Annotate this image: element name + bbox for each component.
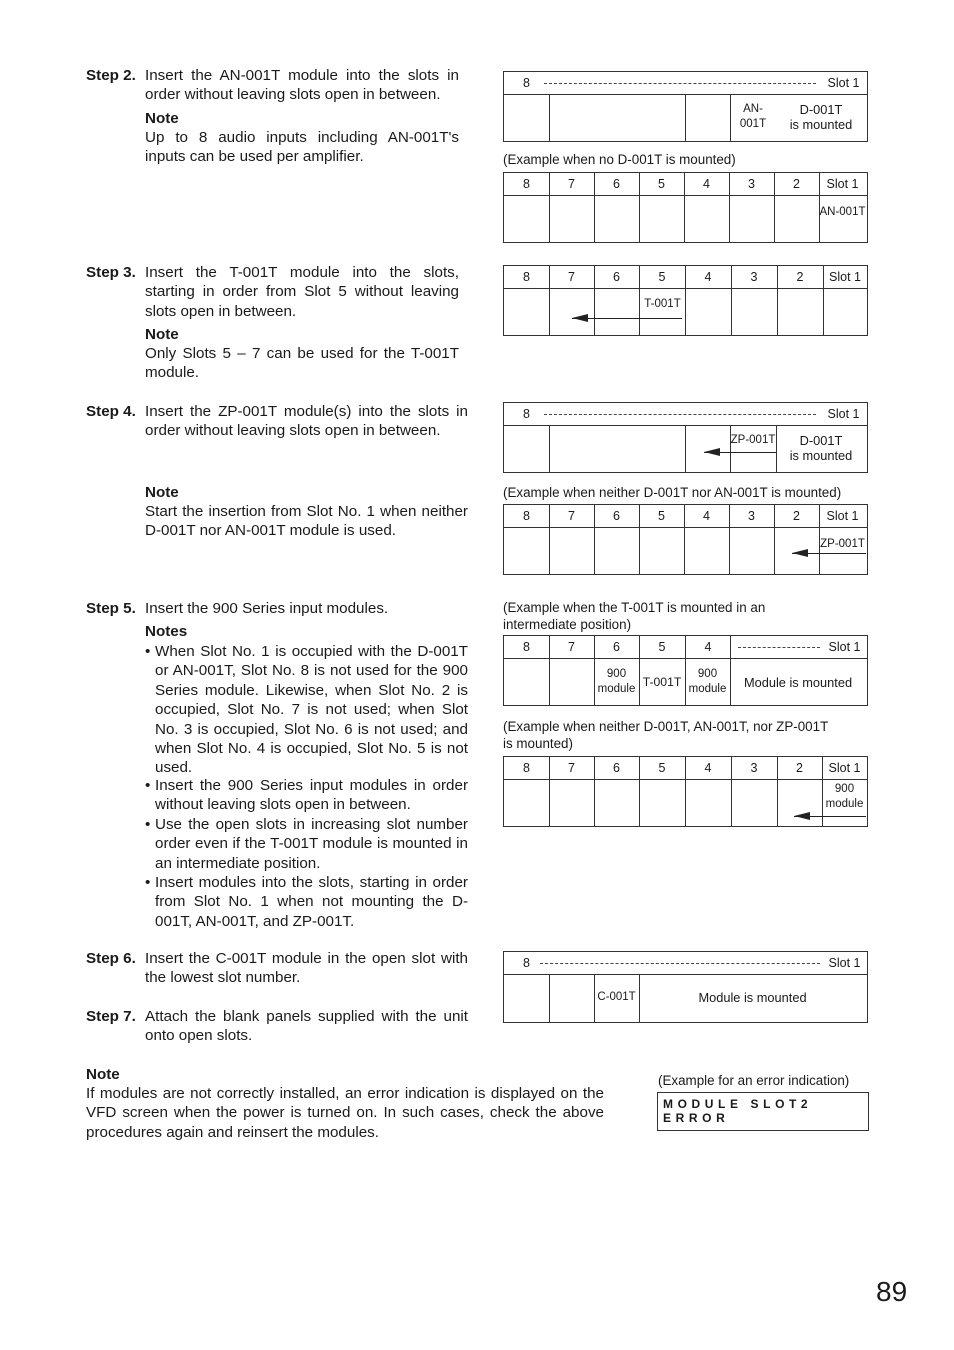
slot-number: 7	[568, 509, 575, 523]
slot-number: 4	[704, 761, 712, 775]
slot-number: 8	[523, 956, 530, 970]
slot-number: 6	[613, 509, 620, 523]
step5-bullet-1: When Slot No. 1 is occupied with the D-001T or AN-001T, Slot No. 8 is not used for the 900 Series module. Likewise, when Slot No. 2 is occupied, Slot No. 7 is not used; when Slot No. 3 is occupied, Slot No. 6 is not used; and when Slot No. 4 is occupied, Slot No. 5 is not used.	[155, 643, 468, 777]
step3-label: Step 3.	[86, 264, 136, 281]
caption-t001t-intermediate	[503, 599, 765, 633]
step2-note-text: Up to 8 audio inputs including AN-001T's inputs can be used per amplifier.	[145, 129, 459, 166]
step4-label: Step 4.	[86, 403, 136, 420]
slot-number: 4	[704, 640, 712, 654]
arrow-left-icon	[792, 549, 808, 557]
slot-number: 8	[523, 761, 530, 775]
slot-number: 3	[750, 761, 758, 775]
slot-number: 8	[523, 509, 530, 523]
mounted-line2: is mounted	[789, 117, 853, 132]
caption-error: (Example for an error indication)	[658, 1073, 850, 1088]
slot-number: 8	[523, 640, 530, 654]
slot-number: 8	[523, 270, 530, 284]
step5-bullet-3: Use the open slots in increasing slot number order even if the T-001T module is mounted in an intermediate position.	[155, 816, 468, 872]
diagram-zp001t-no-d001t	[503, 504, 868, 575]
slot1-label: Slot 1	[828, 761, 861, 775]
step6-text: Insert the C-001T module in the open slot with the lowest slot number.	[145, 950, 468, 987]
diagram-zp001t-with-d001t	[503, 402, 868, 473]
arrow-left-icon	[704, 448, 720, 456]
caption-no-d001t: (Example when no D-001T is mounted)	[503, 152, 736, 167]
slot1-label: Slot 1	[828, 956, 861, 970]
slot-number: 5	[658, 509, 665, 523]
diagram-an001t-no-d001t	[503, 172, 868, 243]
slot-number: 2	[793, 177, 800, 191]
slot1-label: Slot 1	[826, 177, 859, 191]
mounted-label	[776, 433, 866, 463]
step5-bullet-2: Insert the 900 Series input modules in order without leaving slots open in between.	[155, 777, 468, 814]
mounted-label	[776, 102, 866, 132]
diagram-t001t-intermediate	[503, 635, 868, 706]
slot-number: 8	[523, 407, 530, 421]
arrow-line	[572, 318, 682, 319]
step2-label: Step 2.	[86, 67, 136, 84]
diagram-900-slot1	[503, 756, 868, 827]
step2-note-title: Note	[145, 110, 179, 127]
module-label: AN-001T	[819, 206, 866, 218]
label-line2: module	[597, 683, 636, 695]
slot1-label: Slot 1	[828, 640, 861, 654]
slot-number: 7	[568, 177, 575, 191]
step4-text: Insert the ZP-001T module(s) into the slots in order without leaving slots open in between.	[145, 403, 468, 440]
slot-number: 2	[796, 270, 804, 284]
slot-number: 6	[613, 761, 620, 775]
slot1-label: Slot 1	[829, 270, 861, 284]
label-line1: 900	[697, 668, 718, 680]
page-number: 89	[876, 1276, 908, 1307]
step4-note-title: Note	[145, 484, 179, 501]
caption-line2: is mounted)	[503, 736, 573, 751]
diagram-c001t	[503, 951, 868, 1023]
slot-number: 4	[703, 177, 710, 191]
caption-no-modules	[503, 718, 828, 752]
vfd-error-text: MODULE SLOT2 ERROR	[663, 1097, 813, 1125]
label-line1: 900	[606, 668, 627, 680]
final-note-title: Note	[86, 1066, 120, 1083]
label-line2: module	[688, 683, 727, 695]
slot-number: 8	[523, 177, 530, 191]
slot-number: 3	[750, 270, 758, 284]
module-900-label	[822, 782, 867, 812]
mounted-line1: D-001T	[799, 433, 843, 448]
module-label: C-001T	[597, 991, 636, 1003]
slot-number: 2	[796, 761, 803, 775]
slot-number: 5	[658, 640, 666, 654]
diagram-an001t-with-d001t	[503, 71, 868, 142]
diagram-t001t	[503, 265, 868, 336]
module-label: AN-001T	[739, 103, 767, 130]
module-t001t-label: T-001T	[642, 675, 682, 689]
mounted-line1: D-001T	[799, 102, 843, 117]
module-900-label	[594, 667, 639, 697]
arrow-left-icon	[572, 314, 588, 322]
slot-number: 4	[703, 509, 710, 523]
bullet-dot: •	[145, 643, 151, 660]
slot1-label: Slot 1	[826, 509, 859, 523]
caption-line1: (Example when neither D-001T, AN-001T, nor ZP-001T	[503, 719, 829, 734]
mounted-line2: is mounted	[789, 448, 853, 463]
caption-line1: (Example when the T-001T is mounted in an	[503, 600, 766, 615]
step4-note-text: Start the insertion from Slot No. 1 when neither D-001T nor AN-001T module is used.	[145, 503, 468, 540]
slot-number: 7	[568, 761, 575, 775]
slot1-label: Slot 1	[827, 76, 860, 90]
label-line2: module	[825, 798, 864, 810]
step5-bullet-4: Insert modules into the slots, starting in order from Slot No. 1 when not mounting the D-001T, AN-001T, and ZP-001T.	[155, 874, 468, 930]
mounted-label: Module is mounted	[698, 990, 807, 1005]
step5-label: Step 5.	[86, 600, 136, 617]
caption-line2: intermediate position)	[503, 617, 632, 632]
slot-number: 7	[568, 270, 575, 284]
slot-number: 7	[568, 640, 575, 654]
label-line1: 900	[834, 783, 855, 795]
bullet-dot: •	[145, 777, 151, 794]
slot-number: 3	[748, 509, 755, 523]
module-label: ZP-001T	[730, 434, 776, 446]
step5-text: Insert the 900 Series input modules.	[145, 600, 389, 617]
slot-number: 5	[658, 270, 666, 284]
step7-label: Step 7.	[86, 1008, 136, 1025]
slot-number: 5	[658, 177, 665, 191]
slot-number: 2	[793, 509, 800, 523]
slot-number: 6	[613, 177, 620, 191]
step2-text: Insert the AN-001T module into the slots in order without leaving slots open in between.	[145, 67, 459, 104]
slot-number: 8	[523, 76, 530, 90]
bullet-dot: •	[145, 874, 151, 891]
slot-number: 4	[704, 270, 712, 284]
step3-note-title: Note	[145, 326, 179, 343]
step7-text: Attach the blank panels supplied with the unit onto open slots.	[145, 1008, 468, 1045]
step5-notes-title: Notes	[145, 623, 188, 640]
slot-number: 3	[748, 177, 755, 191]
step3-text: Insert the T-001T module into the slots, starting in order from Slot 5 without leaving slots open in between.	[145, 264, 459, 320]
arrow-left-icon	[794, 812, 810, 820]
mounted-label: Module is mounted	[743, 675, 853, 690]
slot-number: 6	[613, 640, 620, 654]
caption-no-d001t-an001t: (Example when neither D-001T nor AN-001T is mounted)	[503, 485, 842, 500]
step6-label: Step 6.	[86, 950, 136, 967]
module-label: ZP-001T	[820, 538, 865, 550]
module-900-label	[685, 667, 730, 697]
vfd-error-display	[657, 1092, 869, 1131]
slot1-label: Slot 1	[827, 407, 860, 421]
step3-note-text: Only Slots 5 – 7 can be used for the T-001T module.	[145, 345, 459, 382]
bullet-dot: •	[145, 816, 151, 833]
slot-number: 6	[613, 270, 620, 284]
final-note-text: If modules are not correctly installed, an error indication is displayed on the VFD screen when the power is turned on. In such cases, check the above procedures again and reinsert the modules.	[86, 1085, 604, 1141]
module-label: T-001T	[644, 298, 681, 310]
slot-number: 5	[658, 761, 666, 775]
